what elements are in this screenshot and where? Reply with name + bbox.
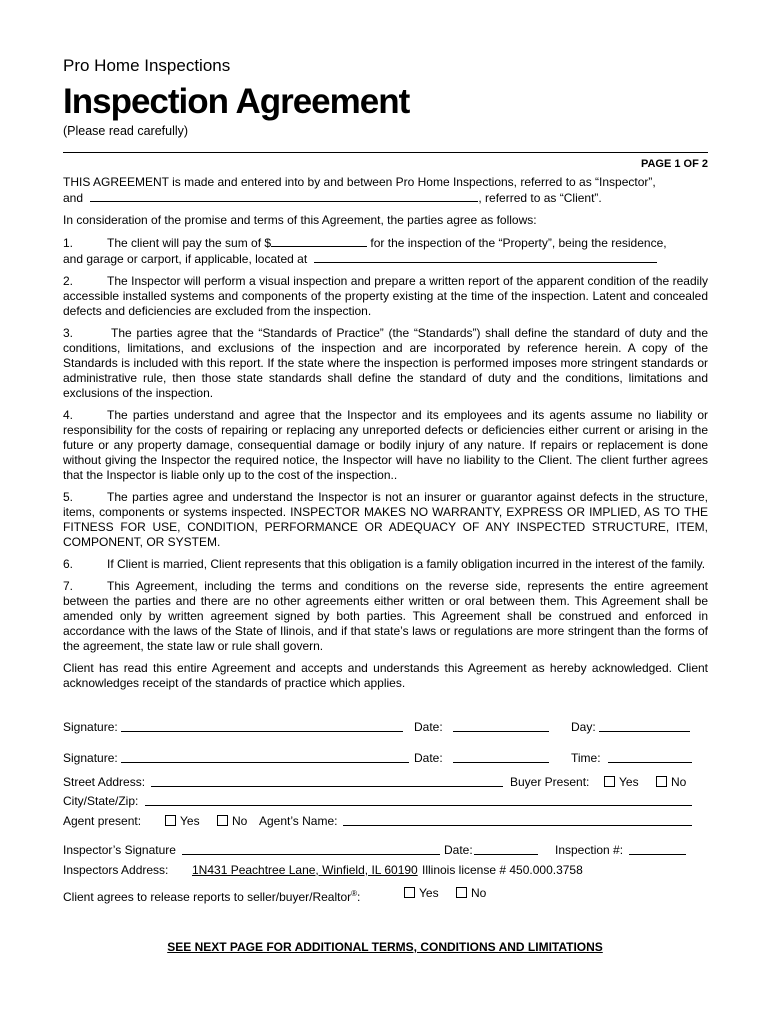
city-state-zip-field[interactable] <box>145 794 692 806</box>
agent-no-option[interactable] <box>217 814 247 829</box>
day-field[interactable] <box>599 720 690 732</box>
buyer-present-label: Buyer Present: <box>510 775 590 789</box>
release-yes-option[interactable] <box>404 886 439 901</box>
signature-label-2: Signature: <box>63 751 118 765</box>
acknowledgement-paragraph: Client has read this entire Agreement and accepts and understands this Agreement as hereby acknowledged. Client acknowledges receipt of the standards of practice which applies. <box>63 661 708 690</box>
clause-1-text-c: and garage or carport, if applicable, located at <box>63 252 308 266</box>
clause-4-text: The parties understand and agree that the Inspector and its employees and its agents assume no liability or responsibility for the costs of repairing or replacing any unreported defects or deficiencies either current or arising in the future or any property damage, consequential damage or bodily injury of any nature. If repairs or replacement is done without giving the Inspector the required notice, the Inspector will have no liability to the Client. The client further agrees that the Inspector is liable only up to the cost of the inspection.. <box>63 408 708 482</box>
clause-6-number: 6. <box>63 557 74 571</box>
agent-name-field[interactable] <box>343 814 692 826</box>
time-field[interactable] <box>608 751 692 763</box>
buyer-yes-option[interactable] <box>604 775 639 790</box>
inspector-address-label: Inspectors Address: <box>63 863 169 877</box>
inspector-row <box>63 843 708 858</box>
property-address-field[interactable] <box>314 251 657 263</box>
footer-note <box>0 940 770 954</box>
buyer-no-option[interactable] <box>656 775 686 790</box>
release-no-checkbox[interactable] <box>456 887 467 898</box>
company-name: Pro Home Inspections <box>63 56 231 75</box>
release-label <box>63 886 360 905</box>
clause-6 <box>63 557 708 572</box>
day-label: Day: <box>571 720 596 734</box>
clause-1-text-b: for the inspection of the “Property”, being the residence, <box>367 236 667 250</box>
date-field-2[interactable] <box>453 751 549 763</box>
inspector-address-value: 1N431 Peachtree Lane, Winfield, IL 60190 <box>192 863 418 877</box>
client-name-field[interactable] <box>90 190 478 202</box>
agent-present-label: Agent present: <box>63 814 142 828</box>
signature-form <box>63 720 708 904</box>
inspector-signature-field[interactable] <box>182 843 440 855</box>
document-title: Inspection Agreement <box>63 82 410 121</box>
clause-3-text: The parties agree that the “Standards of Practice” (the “Standards”) shall define the standard of duty and the conditions, limitations, and exclusions of the inspection and are incorporated by reference herein. A copy of the Standards is included with this report. If the state where the inspection is performed imposes more stringent standards or administrative rule, then those state standards shall define the standard of duty and the conditions, limitations and exclusions of the inspection. <box>63 326 708 400</box>
release-colon: : <box>357 890 361 904</box>
page-number: PAGE 1 OF 2 <box>640 158 708 170</box>
inspector-signature-label: Inspector’s Signature <box>63 843 176 857</box>
agent-yes-label: Yes <box>180 814 200 828</box>
agent-yes-checkbox[interactable] <box>165 815 176 826</box>
inspector-date-field[interactable] <box>474 843 538 855</box>
buyer-yes-checkbox[interactable] <box>604 776 615 787</box>
release-yes-checkbox[interactable] <box>404 887 415 898</box>
city-row <box>63 794 708 809</box>
inspection-number-field[interactable] <box>629 843 686 855</box>
agreement-page <box>63 56 708 904</box>
clause-6-text: If Client is married, Client represents that this obligation is a family obligation incurred in the interest of the family. <box>107 557 706 571</box>
release-text: Client agrees to release reports to seller/buyer/Realtor <box>63 890 352 904</box>
clause-4-number: 4. <box>63 408 74 422</box>
clause-5-text: The parties agree and understand the Inspector is not an insurer or guarantor against defects in the structure, items, components or systems inspected. INSPECTOR MAKES NO WARRANTY, EXPRESS OR IMPLIED, AS TO THE FITNESS FOR USE, CONDITION, PERFORMANCE OR ADEQUACY OF ANY INSPECTED STRUCTURE, ITEM, COMPONENT, OR SYSTEM. <box>63 490 708 549</box>
release-no-label: No <box>471 886 487 900</box>
intro-and: and <box>63 191 84 205</box>
buyer-no-label: No <box>671 775 687 789</box>
intro-paragraph <box>63 175 708 206</box>
document-subtitle: (Please read carefully) <box>63 124 189 138</box>
street-address-label: Street Address: <box>63 775 146 789</box>
clause-5-number: 5. <box>63 490 74 504</box>
clause-7-number: 7. <box>63 579 74 593</box>
clause-2 <box>63 274 708 319</box>
inspection-number-label: Inspection #: <box>555 843 624 857</box>
signature-row-2 <box>63 751 708 766</box>
clause-5 <box>63 490 708 550</box>
street-row <box>63 775 708 790</box>
time-label: Time: <box>571 751 601 765</box>
date-field[interactable] <box>453 720 549 732</box>
footer-text: SEE NEXT PAGE FOR ADDITIONAL TERMS, CONDITIONS AND LIMITATIONS <box>167 940 603 954</box>
buyer-no-checkbox[interactable] <box>656 776 667 787</box>
clause-4 <box>63 408 708 483</box>
clause-1 <box>63 235 708 267</box>
date-label-2: Date: <box>414 751 443 765</box>
release-no-option[interactable] <box>456 886 486 901</box>
intro-line-1: THIS AGREEMENT is made and entered into by and between Pro Home Inspections, referred to as “Inspector”, <box>63 175 656 189</box>
inspection-fee-field[interactable] <box>271 235 367 247</box>
consideration-paragraph: In consideration of the promise and terms of this Agreement, the parties agree as follows: <box>63 213 537 227</box>
agreement-body <box>63 175 708 691</box>
release-yes-label: Yes <box>419 886 439 900</box>
signature-row-1 <box>63 720 708 735</box>
clause-2-text: The Inspector will perform a visual inspection and prepare a written report of the apparent condition of the readily accessible installed systems and components of the property existing at the time of the inspection. Latent and concealed defects and deficiencies are excluded from the inspection. <box>63 274 708 318</box>
buyer-yes-label: Yes <box>619 775 639 789</box>
agent-yes-option[interactable] <box>165 814 200 829</box>
inspector-license: Illinois license # 450.000.3758 <box>422 863 583 877</box>
client-signature-field[interactable] <box>121 720 403 732</box>
agent-no-checkbox[interactable] <box>217 815 228 826</box>
clause-7 <box>63 579 708 654</box>
clause-2-number: 2. <box>63 274 74 288</box>
date-label: Date: <box>414 720 443 734</box>
inspector-date-label: Date: <box>444 843 473 857</box>
clause-7-text: This Agreement, including the terms and conditions on the reverse side, represents the entire agreement between the parties and there are no other agreements either written or oral between them. This Agreement shall be amended only by written agreement signed by both parties. This Agreement shall be construed and enforced in accordance with the laws of the State of Ilinois, and if that state’s laws or regulations are more stringent than the forms of the agreement, the state law or rule shall govern. <box>63 579 708 653</box>
intro-client-ref: , referred to as “Client”. <box>478 191 602 205</box>
registered-mark: ® <box>351 889 358 898</box>
client-signature-field-2[interactable] <box>121 751 409 763</box>
clause-3-number: 3. <box>63 326 74 340</box>
clause-1-text-a: The client will pay the sum of $ <box>107 236 272 250</box>
intro-line-2 <box>63 190 708 206</box>
release-row <box>63 886 708 904</box>
agent-row <box>63 814 708 829</box>
clause-3 <box>63 326 708 401</box>
header-divider <box>63 152 708 153</box>
signature-label: Signature: <box>63 720 118 734</box>
inspector-address-row <box>63 863 708 878</box>
clause-1-number: 1. <box>63 236 74 250</box>
street-address-field[interactable] <box>151 775 503 787</box>
agent-name-label: Agent’s Name: <box>259 814 338 828</box>
city-state-zip-label: City/State/Zip: <box>63 794 139 808</box>
agent-no-label: No <box>232 814 248 828</box>
